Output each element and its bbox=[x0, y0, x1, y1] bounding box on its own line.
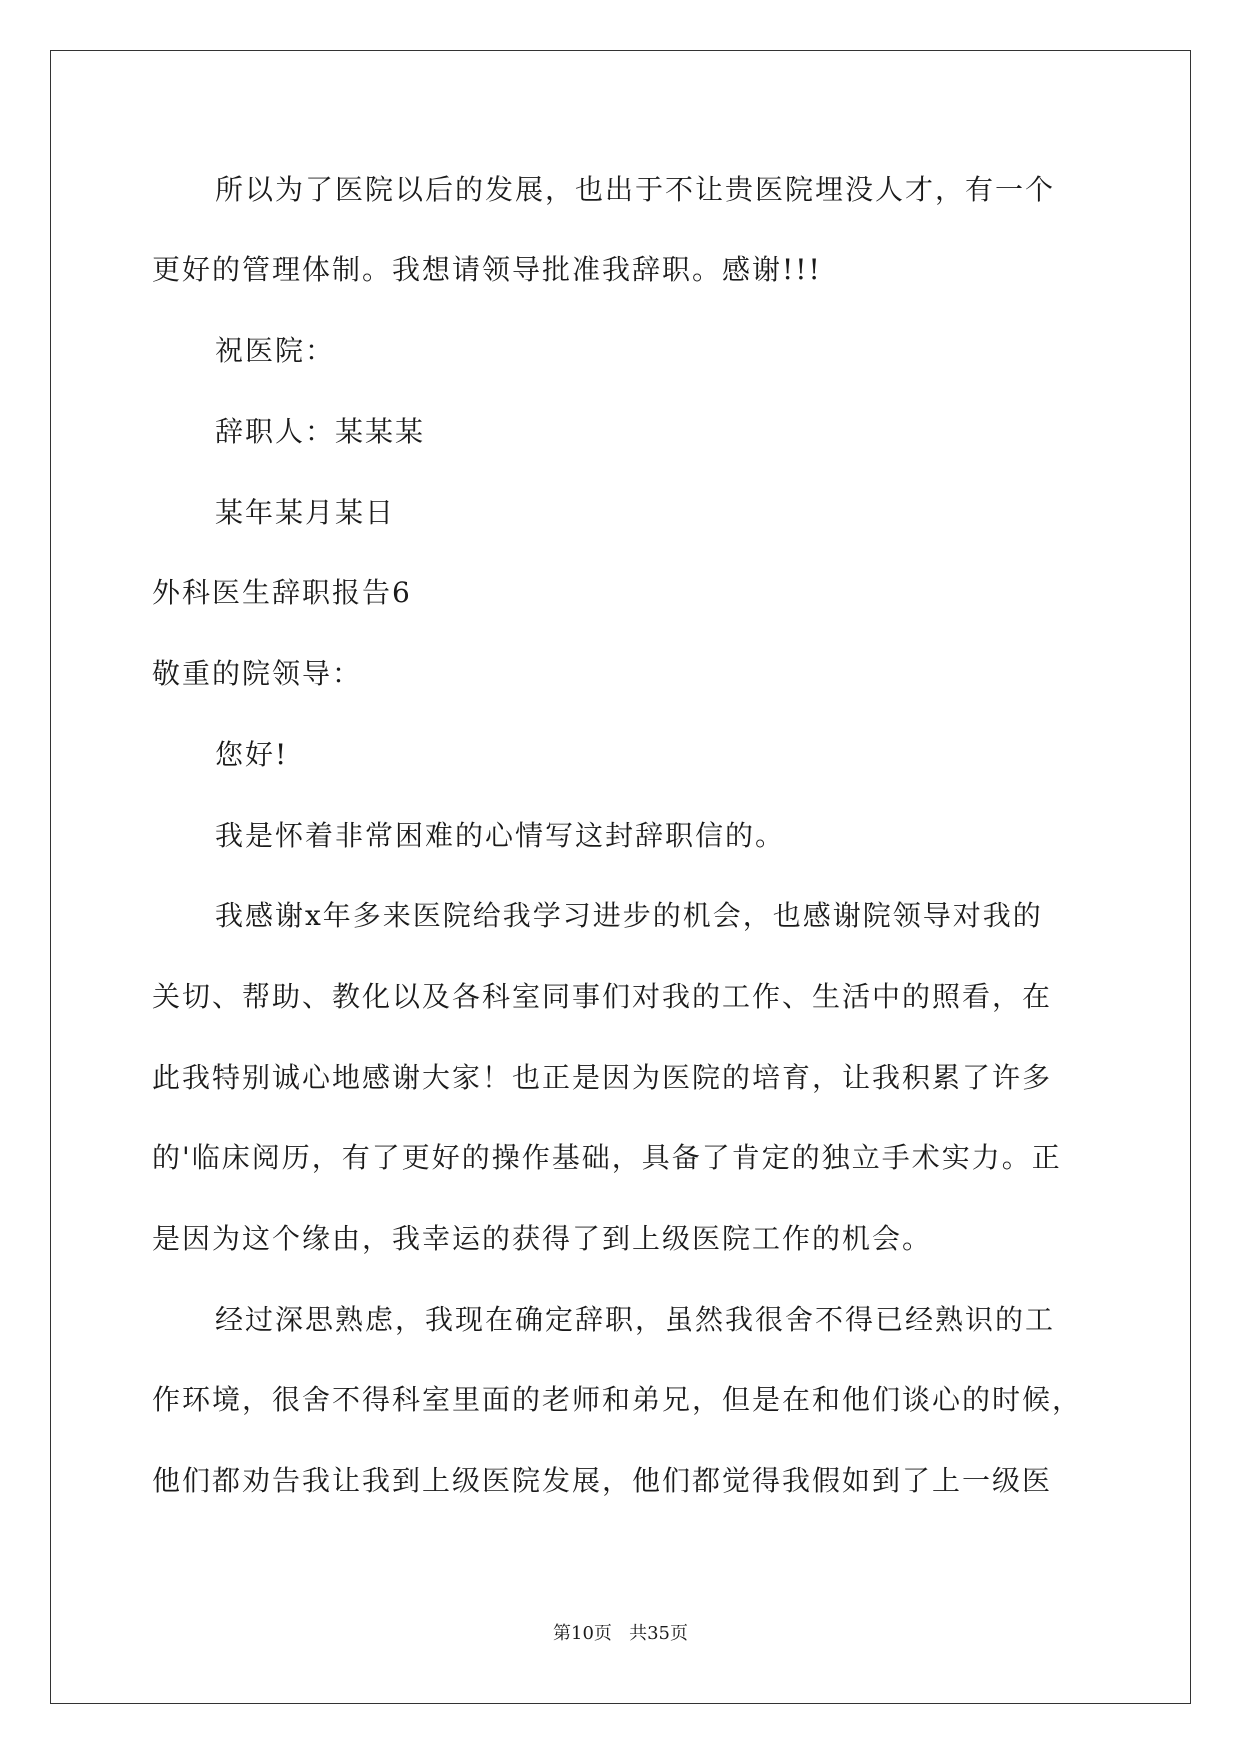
paragraph-line: 祝医院： bbox=[215, 334, 336, 367]
paragraph-line: 的'临床阅历，有了更好的操作基础，具备了肯定的独立手术实力。正 bbox=[152, 1141, 1062, 1174]
page-suffix: 页 bbox=[593, 1623, 612, 1644]
paragraph-line: 作环境，很舍不得科室里面的老师和弟兄，但是在和他们谈心的时候， bbox=[152, 1383, 1083, 1416]
salutation: 敬重的院领导： bbox=[152, 657, 363, 690]
section-title: 外科医生辞职报告6 bbox=[152, 576, 412, 609]
paragraph-line: 所以为了医院以后的发展，也出于不让贵医院埋没人才，有一个 bbox=[215, 173, 1056, 206]
paragraph-line: 我是怀着非常困难的心情写这封辞职信的。 bbox=[215, 819, 786, 852]
total-pages: 35 bbox=[647, 1623, 670, 1644]
total-suffix: 页 bbox=[669, 1623, 688, 1644]
paragraph-line: 是因为这个缘由，我幸运的获得了到上级医院工作的机会。 bbox=[152, 1222, 933, 1255]
paragraph-line: 经过深思熟虑，我现在确定辞职，虽然我很舍不得已经熟识的工 bbox=[215, 1303, 1056, 1336]
date-line: 某年某月某日 bbox=[215, 496, 396, 529]
total-prefix: 共 bbox=[629, 1623, 648, 1644]
paragraph-line: 此我特别诚心地感谢大家！也正是因为医院的培育，让我积累了许多 bbox=[152, 1061, 1053, 1094]
page-footer bbox=[0, 1622, 1241, 1646]
paragraph-line: 他们都劝告我让我到上级医院发展，他们都觉得我假如到了上一级医 bbox=[152, 1464, 1053, 1497]
signature-line: 辞职人：某某某 bbox=[215, 415, 426, 448]
paragraph-line: 更好的管理体制。我想请领导批准我辞职。感谢!!! bbox=[152, 253, 822, 286]
page-number: 10 bbox=[571, 1623, 594, 1644]
page-prefix: 第 bbox=[553, 1623, 571, 1644]
paragraph-line: 关切、帮助、教化以及各科室同事们对我的工作、生活中的照看，在 bbox=[152, 980, 1053, 1013]
paragraph-line: 我感谢x年多来医院给我学习进步的机会，也感谢院领导对我的 bbox=[215, 899, 1043, 932]
page-border bbox=[50, 50, 1191, 1704]
greeting: 您好! bbox=[215, 738, 289, 771]
